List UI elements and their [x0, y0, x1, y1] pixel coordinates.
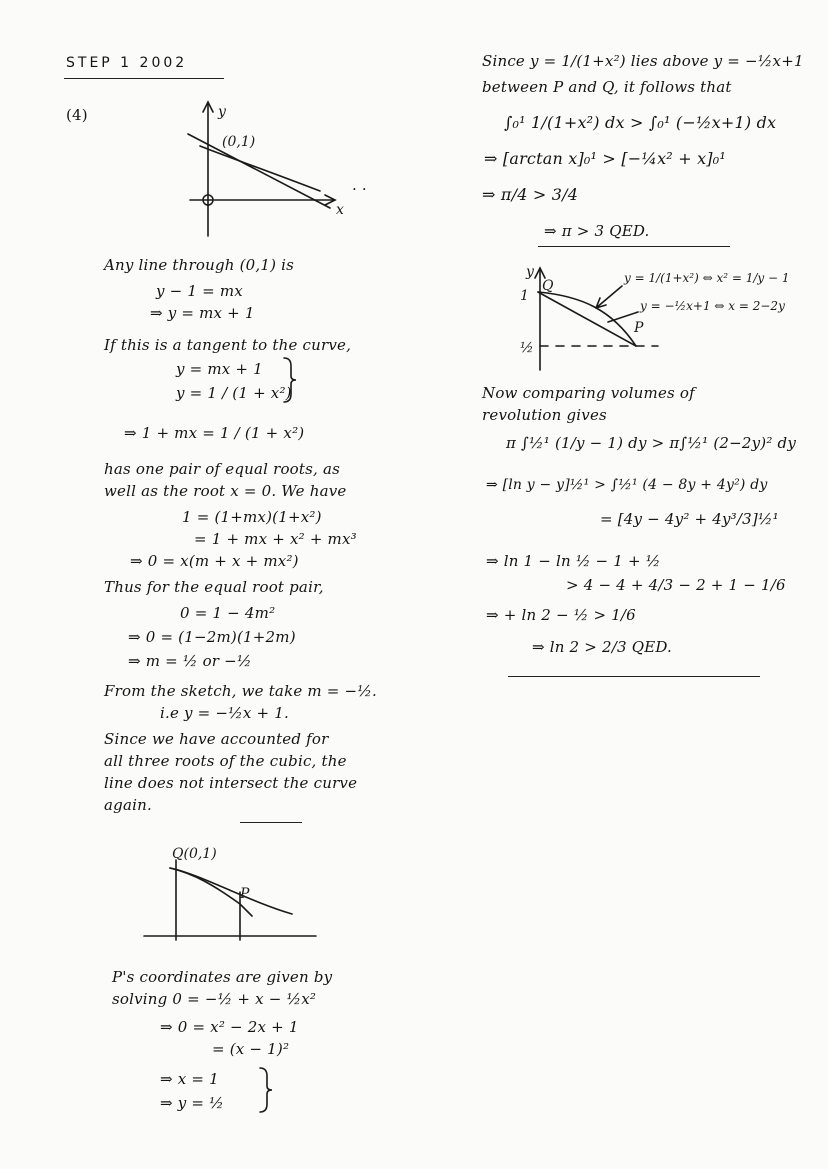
- text-line: ⇒ 1 + mx = 1 / (1 + x²): [124, 424, 305, 442]
- text-line: ⇒ y = ½: [160, 1094, 224, 1112]
- text-line: revolution gives: [482, 406, 607, 424]
- sketch2-p-label: P: [240, 886, 250, 902]
- page-header: STEP 1 2002: [66, 55, 188, 71]
- sketch-tangent-line: [180, 96, 350, 246]
- text-line: ⇒ + ln 2 − ½ > 1/6: [486, 606, 636, 624]
- text-line: 1 = (1+mx)(1+x²): [182, 508, 322, 526]
- sketch1-point-label: (0,1): [222, 134, 256, 150]
- text-line: = (x − 1)²: [212, 1040, 290, 1058]
- text-line: 0 = 1 − 4m²: [180, 604, 276, 622]
- section-divider: [240, 822, 302, 823]
- text-line: = [4y − 4y² + 4y³/3]½¹: [600, 510, 779, 528]
- text-line: has one pair of equal roots, as: [104, 460, 341, 478]
- text-line: between P and Q, it follows that: [482, 78, 732, 96]
- text-line: line does not intersect the curve: [104, 774, 358, 792]
- text-line: Since we have accounted for: [104, 730, 329, 748]
- text-line: Since y = 1/(1+x²) lies above y = −½x+1: [482, 52, 804, 70]
- text-line: solving 0 = −½ + x − ½x²: [112, 990, 317, 1008]
- text-line: ⇒ y = mx + 1: [150, 304, 255, 322]
- text-line: well as the root x = 0. We have: [104, 482, 347, 500]
- text-line: π ∫½¹ (1/y − 1) dy > π∫½¹ (2−2y)² dy: [506, 434, 797, 452]
- final-divider: [508, 676, 760, 677]
- text-line: ⇒ 0 = (1−2m)(1+2m): [128, 628, 296, 646]
- text-line: From the sketch, we take m = −½.: [104, 682, 378, 700]
- sketch3-half-label: ½: [520, 340, 534, 356]
- sketch3-y-label: y: [526, 264, 534, 280]
- text-line: If this is a tangent to the curve,: [104, 336, 352, 354]
- line: [538, 292, 636, 346]
- text-line: ⇒ π > 3 QED.: [544, 222, 650, 240]
- dots: . .: [352, 176, 367, 194]
- text-line: = 1 + mx + x² + mx³: [194, 530, 357, 548]
- tangent-line: [188, 134, 330, 208]
- text-line: y − 1 = mx: [156, 282, 243, 300]
- text-line: > 4 − 4 + 4/3 − 2 + 1 − 1/6: [566, 576, 786, 594]
- text-line: Now comparing volumes of: [482, 384, 695, 402]
- text-line: ⇒ ln 2 > 2/3 QED.: [532, 638, 673, 656]
- text-line: ⇒ 0 = x² − 2x + 1: [160, 1018, 299, 1036]
- sketch1-y-label: y: [218, 104, 226, 120]
- sketch3-p-label: P: [634, 320, 644, 336]
- text-line: again.: [104, 796, 152, 814]
- text-line: P's coordinates are given by: [112, 968, 333, 986]
- text-line: ⇒ π/4 > 3/4: [482, 185, 579, 204]
- text-line: ⇒ 0 = x(m + x + mx²): [130, 552, 299, 570]
- text-line: i.e y = −½x + 1.: [160, 704, 289, 722]
- sketch3-q-label: Q: [542, 278, 554, 294]
- text-line: y = mx + 1: [176, 360, 263, 378]
- text-line: ⇒ [arctan x]₀¹ > [−¼x² + x]₀¹: [484, 149, 726, 168]
- text-line: ⇒ x = 1: [160, 1070, 219, 1088]
- text-line: all three roots of the cubic, the: [104, 752, 347, 770]
- sketch2-q-label: Q(0,1): [172, 846, 217, 862]
- text-line: ⇒ ln 1 − ln ½ − 1 + ½: [486, 552, 661, 570]
- text-line: ∫₀¹ 1/(1+x²) dx > ∫₀¹ (−½x+1) dx: [504, 113, 777, 132]
- sketch1-x-label: x: [336, 202, 344, 218]
- text-line: ⇒ m = ½ or −½: [128, 652, 252, 670]
- text-line: Any line through (0,1) is: [104, 256, 295, 274]
- sketch-volumes: [512, 262, 812, 374]
- sketch-intersection: [140, 840, 320, 950]
- sketch3-line-note: y = −½x+1 ⇔ x = 2−2y: [640, 299, 785, 313]
- question-number: (4): [66, 106, 88, 124]
- sketch3-curve-note: y = 1/(1+x²) ⇔ x² = 1/y − 1: [624, 271, 790, 285]
- curve: [200, 146, 320, 191]
- curve-pointer-arrow: [596, 286, 622, 308]
- qed-underline: [538, 246, 730, 247]
- header-underline: [64, 78, 224, 79]
- brace: [258, 1066, 274, 1114]
- text-line: ⇒ [ln y − y]½¹ > ∫½¹ (4 − 8y + 4y²) dy: [486, 477, 768, 493]
- text-line: Thus for the equal root pair,: [104, 578, 324, 596]
- brace: [282, 356, 298, 404]
- curve: [170, 868, 292, 914]
- sketch3-one-label: 1: [520, 288, 529, 304]
- text-line: y = 1 / (1 + x²): [176, 384, 292, 402]
